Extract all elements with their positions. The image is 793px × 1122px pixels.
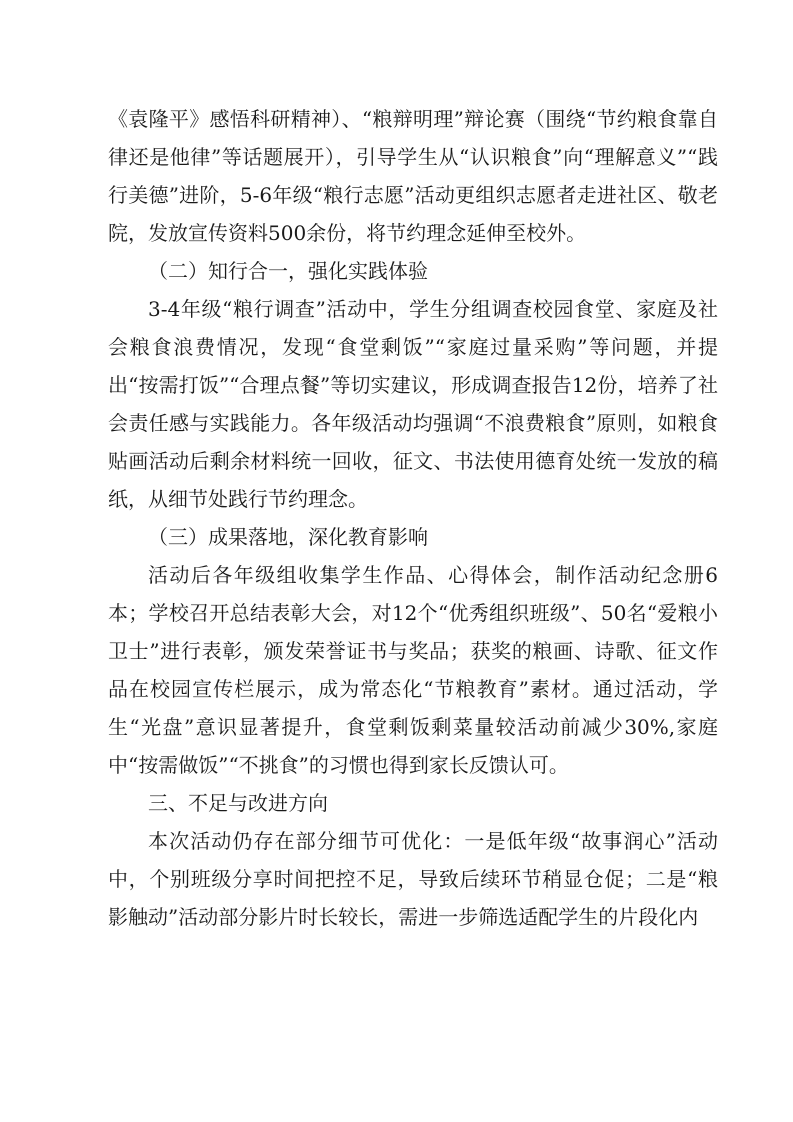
paragraph-grain-survey: 3-4年级“粮行调查”活动中，学生分组调查校园食堂、家庭及社会粮食浪费情况，发现“食堂剩饭”“家庭过量采购”等问题，并提出“按需打饭”“合理点餐”等切实建议，形成调查报告12份，培养了社会责任感与实践能力。各年级活动均强调“不浪费粮食”原则，如粮食贴画活动后剩余材料统一回收，征文、书法使用德育处统一发放的稿纸，从细节处践行节约理念。 — [108, 297, 718, 511]
paragraph-continued-activities: 《袁隆平》感悟科研精神）、“粮辩明理”辩论赛（围绕“节约粮食靠自律还是他律”等话题展开），引导学生从“认识粮食”向“理解意义”“践行美德”进阶，5-6年级“粮行志愿”活动更组织志愿者走进社区、敬老院，发放宣传资料500余份，将节约理念延伸至校外。 — [108, 107, 718, 245]
subheading-education-impact: （三）成果落地，深化教育影响 — [148, 525, 428, 549]
document-body — [108, 100, 718, 936]
subheading-practice-experience: （二）知行合一，强化实践体验 — [148, 259, 428, 283]
paragraph-achievements: 活动后各年级组收集学生作品、心得体会，制作活动纪念册6本；学校召开总结表彰大会，对12个“优秀组织班级”、50名“爱粮小卫士”进行表彰，颁发荣誉证书与奖品；获奖的粮画、诗歌、征文作品在校园宣传栏展示，成为常态化“节粮教育”素材。通过活动，学生“光盘”意识显著提升，食堂剩饭剩菜量较活动前减少30%,家庭中“按需做饭”“不挑食”的习惯也得到家长反馈认可。 — [108, 563, 718, 777]
paragraph-improvements: 本次活动仍存在部分细节可优化：一是低年级“故事润心”活动中，个别班级分享时间把控不足，导致后续环节稍显仓促；二是“粮影触动”活动部分影片时长较长，需进一步筛选适配学生的片段化内 — [108, 829, 718, 929]
section-heading-shortcomings: 三、不足与改进方向 — [148, 791, 328, 815]
